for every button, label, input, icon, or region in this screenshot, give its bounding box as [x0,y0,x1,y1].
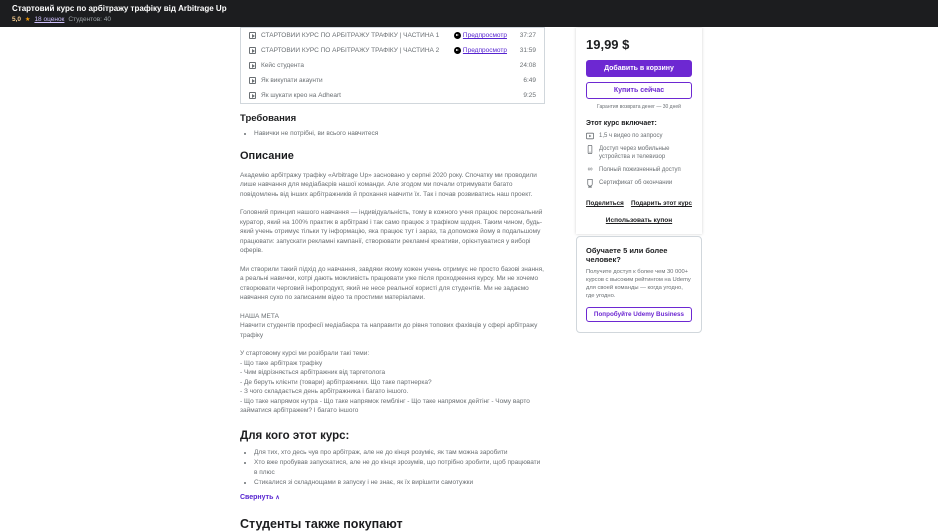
students-also-buy-heading: Студенты также покупают [240,516,403,531]
includes-text: Сертификат об окончании [599,180,673,186]
topic-line: - З чого складається день арбітражника і багато іншого. [240,388,409,395]
lecture-title: Кейс студента [261,62,304,69]
preview-play-icon [454,47,461,54]
requirement-item: • Навички не потрібні, ви всього навчитеся [254,129,545,139]
collapse-label: Свернуть [240,493,274,501]
main-content [240,27,545,531]
lecture-title: Як викупати акаунти [261,77,323,84]
includes-text: Доступ через мобильные устройства и телевизор [599,146,670,160]
lecture-duration: 6:49 [523,77,536,84]
gift-course-button[interactable]: Подарить этот курс [630,200,692,207]
lecture-row[interactable] [241,28,544,43]
rating-value: 5,0 [12,16,22,23]
preview-link[interactable] [454,47,507,54]
description-paragraph: Ми створили такий підхід до навчання, завдяки якому кожен учень отримує не просто базові знання, а реальні навички, котрі дають можливість працювати уже після проходження курсу. Ми не хочемо створювати черговий інфопродукт, який не несе реальної користі для студентів. Ми не задаємо навчання сухо по записаним відео та простими матеріалами. [240,265,544,301]
share-button[interactable]: Поделиться [586,200,624,207]
lecture-video-icon [249,92,256,99]
preview-label: Предпросмотр [462,32,507,39]
course-title: Стартовий курс по арбітражу трафіку від Arbitrage Up [12,4,227,13]
topic-line: - Що таке напрямок нутра - Що таке напрямок гемблінг - Що таке напрямок дейтінг - Чому варто займатися арбітражем? І багато іншого [240,397,530,414]
audience-list [254,448,545,488]
curriculum-list [240,27,545,104]
audience-item: • Стикалися зі складнощами в запуску і не знає, як їх вирішити самотужки [254,478,545,488]
lecture-video-icon [249,32,256,39]
lecture-row[interactable] [241,58,544,73]
share-actions [586,200,692,207]
lecture-title: СТАРТОВИЙ КУРС ПО АРБІТРАЖУ ТРАФІКУ | ЧАСТИНА 2 [261,47,440,54]
business-title: Обучаете 5 или более человек? [586,246,668,264]
mobile-icon [586,145,594,161]
money-back-guarantee: Гарантия возврата денег — 30 дней [597,104,681,110]
description-heading: Описание [240,149,294,162]
lecture-duration: 31:59 [519,47,536,54]
course-meta [12,16,926,23]
topics-intro: У стартовому курсі ми розібрали такі теми: [240,350,370,357]
udemy-business-box [576,236,702,333]
ratings-count-link[interactable]: 18 оценок [34,16,65,23]
lecture-video-icon [249,62,256,69]
audience-heading: Для кого этот курс: [240,429,350,442]
lecture-duration: 24:08 [519,62,536,69]
certificate-icon [586,179,594,188]
lecture-video-icon [249,77,256,84]
students-count: Студентов: 40 [68,16,111,23]
includes-text: Полный пожизненный доступ [599,167,681,173]
try-udemy-business-button[interactable]: Попробуйте Udemy Business [586,307,692,322]
preview-link[interactable] [454,32,507,39]
star-icon: ★ [25,17,31,23]
goal-heading: НАША МЕТА [240,312,279,320]
course-header-bar [0,0,938,27]
lecture-title: Як шукати крео на Adheart [261,92,341,99]
description-paragraph: Головний принцип нашого навчання — індивідуальність, тому в кожного учня працює персональний куратор, який на 100% практик в арбітражі і так само працює з трафіком щодня. Таким чином, будь-який учень отримує тільки ту інформацію, яка працює тут і зараз, та допоможе йому в подальшому працювати: запускати рекламні кампанії, створювати рекламні креативи, орієнтуватися у виборі оферів. [240,209,543,254]
description-paragraph: Академію арбітражу трафіку «Arbitrage Up» засновано у серпні 2020 року. Спочатку ми проводили лише навчання для медіабаєрів нашої команди. Але згодом ми почали отримувати багато повідомлень від інших арбітражників й прохання навчити їх. Так і почав розвиватись наш проект. [240,171,537,198]
lecture-row[interactable] [241,43,544,58]
includes-title: Этот курс включает: [586,120,657,127]
chevron-up-icon: ∧ [275,494,280,501]
description-body [240,171,545,416]
includes-item [586,179,692,188]
lecture-duration: 9:25 [523,92,536,99]
add-to-cart-button[interactable]: Добавить в корзину [586,60,692,77]
includes-item [586,166,692,174]
apply-coupon-button[interactable]: Использовать купон [605,217,673,224]
topic-line: - Що таке арбітраж трафіку [240,359,323,367]
lecture-duration: 37:27 [519,32,536,39]
topic-line: - Чим відрізняється арбітражник від таргетолога [240,369,386,376]
lecture-title: СТАРТОВИЙ КУРС ПО АРБІТРАЖУ ТРАФІКУ | ЧАСТИНА 1 [261,32,440,39]
audience-item: • Для тих, хто десь чув про арбітраж, але не до кінця розуміє, як там можна заробити [254,448,545,458]
includes-text: 1,5 ч видео по запросу [599,133,663,139]
purchase-card [576,28,702,234]
course-price: 19,99 $ [586,37,630,52]
video-icon [586,132,594,140]
collapse-button[interactable] [240,494,545,501]
preview-play-icon [454,32,461,39]
lecture-video-icon [249,47,256,54]
preview-label: Предпросмотр [462,47,507,54]
requirements-heading: Требования [240,113,297,124]
goal-text: Навчити студентів професії медіабаєра та направити до рівня топових фахівців у сфері арбітражу трафіку [240,322,538,339]
requirements-list [254,129,545,139]
infinity-icon: ∞ [587,166,593,173]
topic-line: - Де беруть клієнти (товари) арбітражники. Що таке партнерка? [240,378,432,386]
audience-item: • Хто вже пробував запускатися, але не до кінця зрозумів, що потрібно зробити, щоб працювати в плюс [254,458,545,477]
includes-item [586,145,692,161]
buy-now-button[interactable]: Купить сейчас [586,82,692,99]
lecture-row[interactable] [241,88,544,103]
includes-item [586,132,692,140]
lecture-row[interactable] [241,73,544,88]
business-text: Получите доступ к более чем 30 000+ курсов с высоким рейтингом на Udemy для своей команды — когда угодно, где угодно. [586,269,691,299]
